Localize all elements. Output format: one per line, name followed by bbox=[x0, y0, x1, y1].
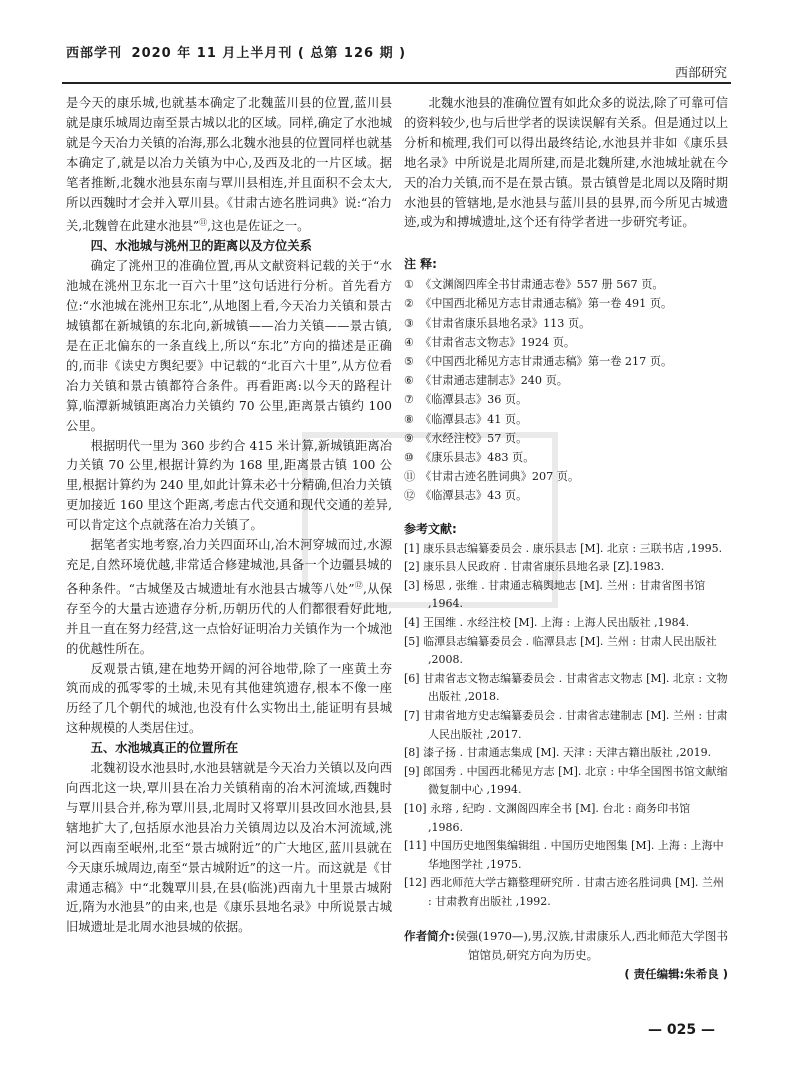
references-title: 参考文献: bbox=[404, 521, 457, 536]
reference-item: [10] 永瑢 , 纪昀 . 文渊阁四库全书 [M]. 台北 : 商务印书馆 ,1986. bbox=[404, 801, 691, 834]
reference-item: [8] 漆子扬 . 甘肃通志集成 [M]. 天津 : 天津古籍出版社 ,2019. bbox=[404, 746, 712, 760]
note-item: ⑪ 《甘肃古迹名胜词典》207 页。 bbox=[404, 470, 580, 484]
section-heading: 五、水池城真正的位置所在 bbox=[90, 741, 239, 756]
references-list bbox=[404, 540, 728, 912]
reference-item: [4] 王国维 . 水经注校 [M]. 上海 : 上海人民出版社 ,1984. bbox=[404, 615, 690, 629]
note-item: ⑦ 《临潭县志》36 页。 bbox=[404, 393, 528, 407]
section-heading: 四、水池城与洮州卫的距离以及方位关系 bbox=[90, 239, 312, 254]
paragraph: 是今天的康乐城,也就基本确定了北魏蓝川县的位置,蓝川县就是康乐城周边南至景古城以北的区域。同样,确定了水池城就是今天冶力关镇的冶海,那么北魏水池县的位置同样也就基本确定了,就是以冶力关镇为中心,及西及北的一片区域。据笔者推断,北魏水池县东南与覃川县相连,并且面积不会太大,所以西魏时才会并入覃川县。《甘肃古迹名胜词典》说:“冶力关,北魏曾在此建水池县”⑪,这也是佐证之一。 bbox=[66, 96, 392, 234]
note-item: ③ 《甘肃省康乐县地名录》113 页。 bbox=[404, 316, 591, 330]
paragraph: 确定了洮州卫的准确位置,再从文献资料记载的关于“水池城在洮州卫东北一百六十里”这句话进行分析。首先看方位:“水池城在洮州卫东北”,从地图上看,今天冶力关镇和景古城镇都在新城镇的东北向,新城镇——冶力关镇——景古镇,是在正北偏东的一条直线上,所以“东北”方向的描述是正确的,而非《读史方舆纪要》中记载的“北百六十里”,从方位看冶力关镇和景古镇都符合条件。再看距离:以今天的路程计算,临潭新城镇距离冶力关镇约 70 公里,距离景古镇约 100 公里。 bbox=[66, 259, 392, 433]
reference-item: [2] 康乐县人民政府 . 甘肃省康乐县地名录 [Z].1983. bbox=[404, 560, 665, 574]
author-text: 侯强(1970—),男,汉族,甘肃康乐人,西北师范大学图书馆馆员,研究方向为历史。 bbox=[454, 929, 728, 963]
reference-item: [7] 甘肃省地方史志编纂委员会 . 甘肃省志建制志 [M]. 兰州 : 甘肃人民出版社 ,2017. bbox=[404, 708, 728, 741]
paragraph: 根据明代一里为 360 步约合 415 米计算,新城镇距离冶力关镇 70 公里,根据计算约为 168 里,距离景古镇 100 公里,根据计算约为 240 里,如此计算未必十分精确,但冶力关镇更加接近 160 里这个距离,考虑古代交通和现代交通的差异,可以肯定这个点就落在冶力关镇了。 bbox=[66, 438, 392, 533]
note-item: ⑩ 《康乐县志》483 页。 bbox=[404, 451, 535, 465]
header-rule bbox=[62, 82, 731, 84]
section-title: 西部研究 bbox=[674, 66, 727, 81]
right-column bbox=[404, 94, 728, 985]
paragraph: 反观景古镇,建在地势开阔的河谷地带,除了一座黄土夯筑而成的孤零零的土城,未见有其他建筑遗存,根本不像一座历经了几个朝代的城池,也没有什么实物出土,能证明有县城这种规模的人类居住过。 bbox=[66, 661, 392, 736]
journal-logo: 西部学刊 bbox=[66, 46, 123, 61]
note-item: ④ 《甘肃省志文物志》1924 页。 bbox=[404, 335, 576, 349]
note-item: ⑤ 《中国西北稀见方志甘肃通志稿》第一卷 217 页。 bbox=[404, 355, 673, 369]
reference-item: [3] 杨思 , 张维 . 甘肃通志稿舆地志 [M]. 兰州 : 甘肃省图书馆 ,1964. bbox=[404, 578, 706, 611]
paragraph: 北魏初设水池县时,水池县辖就是今天冶力关镇以及向西向西北这一块,覃川县在冶力关镇稍南的冶木河流域,西魏时与覃川县合并,称为覃川县,北周时又将覃川县改回水池县,县辖地扩大了,包括原水池县冶力关镇周边以及冶木河流域,洮河以西南至岷州,北至“景古城附近”的广大地区,蓝川县就在今天康乐城周边,南至“景古城附近”的这一片。而这就是《甘肃通志稿》中“北魏覃川县,在县(临洮)西南九十里景古城附近,隋为水池县”的由来,也是《康乐县地名录》中所说景古城旧城遗址是北周水池县城的依据。 bbox=[66, 761, 392, 935]
reference-item: [6] 甘肃省志文物志编纂委员会 . 甘肃省志文物志 [M]. 北京 : 文物出版社 ,2018. bbox=[404, 671, 728, 704]
note-item: ⑫ 《临潭县志》43 页。 bbox=[404, 489, 528, 503]
paragraph: 据笔者实地考察,冶力关四面环山,冶木河穿城而过,水源充足,自然环境优越,非常适合修建城池,具备一个边疆县城的各种条件。“古城堡及古城遗址有水池县古城等八处”⑫,从保存至今的大量古迹遗存分析,历朝历代的人们都很看好此地,并且一直在努力经营,这一点恰好证明冶力关镇作为一个城池的优越性所在。 bbox=[66, 538, 393, 656]
note-item: ② 《中国西北稀见方志甘肃通志稿》第一卷 491 页。 bbox=[404, 297, 673, 311]
reference-item: [1] 康乐县志编纂委员会 . 康乐县志 [M]. 北京 : 三联书店 ,1995. bbox=[404, 541, 723, 555]
left-column bbox=[66, 94, 392, 938]
page-number: — 025 — bbox=[648, 1022, 715, 1038]
issue-info: 2020 年 11 月上半月刊 ( 总第 126 期 ) bbox=[131, 46, 407, 61]
notes-list bbox=[404, 275, 728, 505]
reference-item: [5] 临潭县志编纂委员会 . 临潭县志 [M]. 兰州 : 甘肃人民出版社 ,2008. bbox=[404, 634, 717, 667]
note-item: ① 《文渊阁四库全书甘肃通志卷》557 册 567 页。 bbox=[404, 278, 664, 292]
notes-title: 注 释: bbox=[404, 257, 437, 272]
editor-credit: ( 责任编辑:朱希良 ) bbox=[624, 967, 728, 982]
paragraph: 北魏水池县的准确位置有如此众多的说法,除了可靠可信的资料较少,也与后世学者的误读误解有关系。但是通过以上分析和梳理,我们可以得出最终结论,水池县并非如《康乐县地名录》中所说是北周所建,而是北魏所建,水池城址就在今天的冶力关镇,而不是在景古镇。景古镇曾是北周以及隋时期水池县的管辖地,是水池县与蓝川县的县界,而今所见古城遗迹,或为和搏城遗址,这个还有待学者进一步研究考证。 bbox=[404, 96, 728, 230]
note-item: ⑨ 《水经注校》57 页。 bbox=[404, 431, 528, 445]
reference-item: [11] 中国历史地图集编辑组 . 中国历史地图集 [M]. 上海 : 上海中华地图学社 ,1975. bbox=[404, 839, 724, 871]
journal-header bbox=[66, 42, 406, 61]
reference-item: [12] 西北师范大学古籍整理研究所 . 甘肃古迹名胜词典 [M]. 兰州 : 甘肃教育出版社 ,1992. bbox=[404, 876, 724, 908]
reference-item: [9] 郎国秀 . 中国西北稀见方志 [M]. 北京 : 中华全国图书馆文献缩微复制中心 ,1994. bbox=[404, 764, 728, 797]
note-item: ⑥ 《甘肃通志建制志》240 页。 bbox=[404, 374, 568, 388]
author-bio bbox=[404, 927, 728, 965]
author-label: 作者简介: bbox=[404, 929, 455, 944]
note-item: ⑧ 《临潭县志》41 页。 bbox=[404, 412, 528, 426]
